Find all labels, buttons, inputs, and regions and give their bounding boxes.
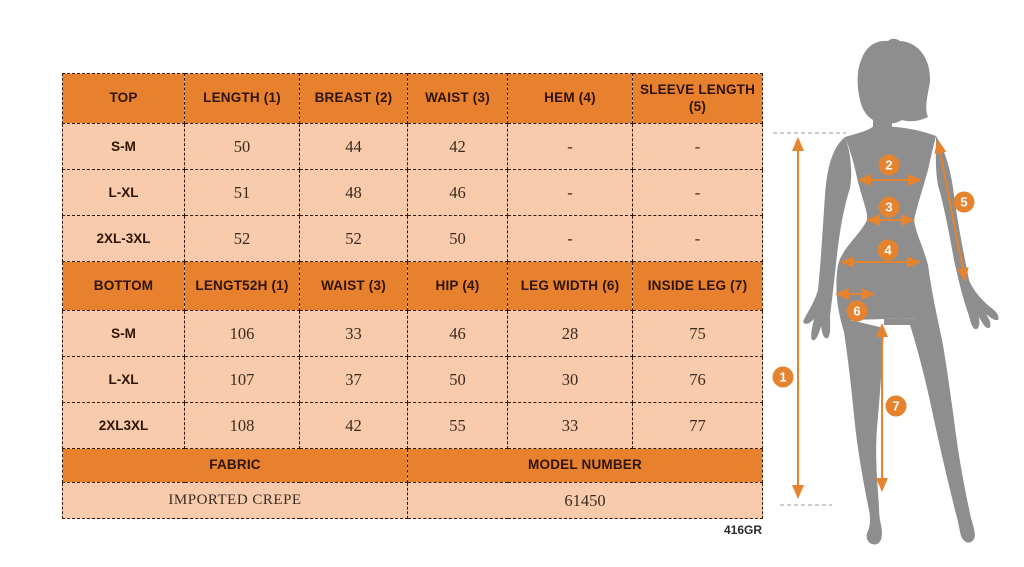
table-row (63, 216, 763, 262)
col-header-hip: HIP (4) (408, 262, 508, 311)
style-code: 416GR (723, 523, 762, 537)
col-header-leg-width: LEG WIDTH (6) (508, 262, 633, 311)
size-label: 2XL3XL (63, 403, 185, 449)
cell-value: 107 (185, 357, 300, 403)
marker-5 (954, 192, 975, 213)
cell-value: 33 (508, 403, 633, 449)
cell-value: 48 (300, 170, 408, 216)
marker-2 (879, 155, 900, 176)
footer-value-row (63, 483, 763, 519)
measurement-diagram (770, 20, 1024, 560)
cell-value: 46 (408, 311, 508, 357)
col-header-length: LENGT52H (1) (185, 262, 300, 311)
col-header-sleeve-length: SLEEVE LENGTH (5) (633, 74, 763, 124)
bottom-header-row (63, 262, 763, 311)
col-header-waist: WAIST (3) (408, 74, 508, 124)
size-label: L-XL (63, 357, 185, 403)
cell-value: 106 (185, 311, 300, 357)
fabric-value: IMPORTED CREPE (63, 483, 408, 519)
cell-value: 108 (185, 403, 300, 449)
svg-text:1: 1 (779, 369, 787, 385)
cell-value: - (633, 216, 763, 262)
col-header-top: TOP (63, 74, 185, 124)
cell-value: 51 (185, 170, 300, 216)
cell-value: 50 (408, 216, 508, 262)
svg-text:6: 6 (853, 303, 861, 319)
table-row (63, 170, 763, 216)
cell-value: 52 (300, 216, 408, 262)
cell-value: - (508, 124, 633, 170)
cell-value: 50 (408, 357, 508, 403)
cell-value: 28 (508, 311, 633, 357)
footer-header-row (63, 449, 763, 483)
cell-value: - (508, 170, 633, 216)
cell-value: 50 (185, 124, 300, 170)
col-header-bottom: BOTTOM (63, 262, 185, 311)
cell-value: 75 (633, 311, 763, 357)
fabric-header: FABRIC (63, 449, 408, 483)
table-row (63, 403, 763, 449)
cell-value: 52 (185, 216, 300, 262)
size-label: L-XL (63, 170, 185, 216)
svg-text:3: 3 (885, 199, 893, 215)
svg-text:5: 5 (960, 194, 968, 210)
marker-7 (886, 396, 907, 417)
table-row (63, 357, 763, 403)
col-header-breast: BREAST (2) (300, 74, 408, 124)
marker-1 (773, 367, 794, 388)
size-label: S-M (63, 311, 185, 357)
cell-value: 77 (633, 403, 763, 449)
cell-value: 33 (300, 311, 408, 357)
marker-3 (879, 197, 900, 218)
cell-value: 37 (300, 357, 408, 403)
size-label: 2XL-3XL (63, 216, 185, 262)
model-number-value: 61450 (408, 483, 763, 519)
col-header-hem: HEM (4) (508, 74, 633, 124)
svg-text:7: 7 (892, 398, 900, 414)
marker-6 (847, 301, 868, 322)
cell-value: 55 (408, 403, 508, 449)
cell-value: 42 (300, 403, 408, 449)
woman-silhouette (803, 39, 999, 545)
size-chart-table (62, 73, 763, 519)
col-header-length: LENGTH (1) (185, 74, 300, 124)
cell-value: - (633, 170, 763, 216)
cell-value: 46 (408, 170, 508, 216)
cell-value: 44 (300, 124, 408, 170)
col-header-waist: WAIST (3) (300, 262, 408, 311)
model-number-header: MODEL NUMBER (408, 449, 763, 483)
top-header-row (63, 74, 763, 124)
cell-value: 30 (508, 357, 633, 403)
svg-text:2: 2 (885, 157, 893, 173)
marker-4 (878, 240, 899, 261)
cell-value: - (633, 124, 763, 170)
size-chart (62, 73, 762, 519)
size-label: S-M (63, 124, 185, 170)
cell-value: 42 (408, 124, 508, 170)
cell-value: 76 (633, 357, 763, 403)
table-row (63, 124, 763, 170)
col-header-inside-leg: INSIDE LEG (7) (633, 262, 763, 311)
svg-text:4: 4 (884, 242, 892, 258)
table-row (63, 311, 763, 357)
cell-value: - (508, 216, 633, 262)
measurement-figure (770, 20, 1024, 560)
